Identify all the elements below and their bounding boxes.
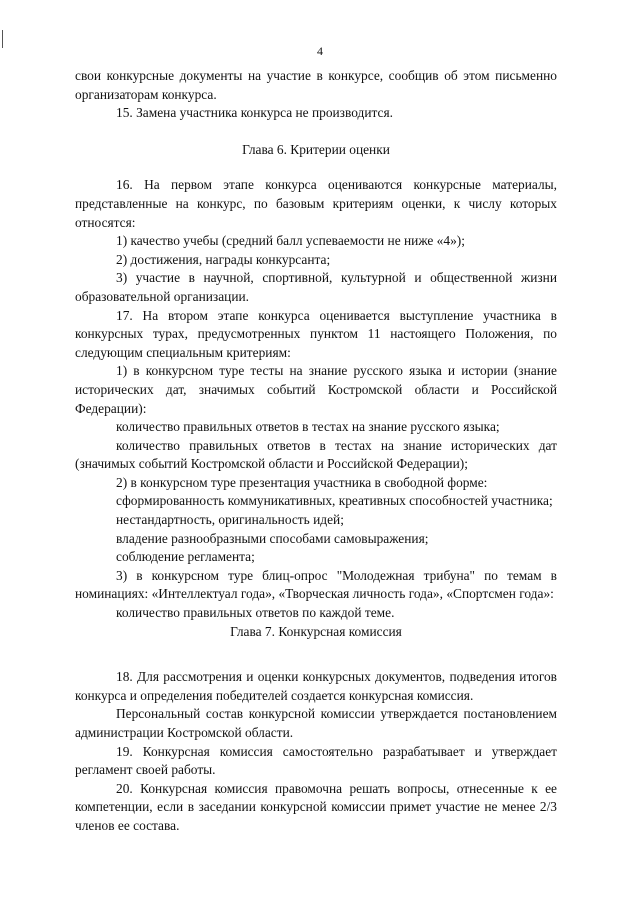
paragraph-19: 19. Конкурсная комиссия самостоятельно разрабатывает и утверждает регламент своей работы. xyxy=(75,743,557,778)
paragraph-17-item-2a: сформированность коммуникативных, креативных способностей участника; xyxy=(116,493,553,509)
paragraph-intro: свои конкурсные документы на участие в конкурсе, сообщив об этом письменно организаторам конкурса. xyxy=(75,68,557,102)
paragraph-17-item-2c: владение разнообразными способами самовыражения; xyxy=(116,530,429,546)
paragraph-15: 15. Замена участника конкурса не производится. xyxy=(116,105,393,121)
paragraph-17-item-2d: соблюдение регламента; xyxy=(116,549,255,565)
paragraph-17-item-3a: количество правильных ответов по каждой теме. xyxy=(116,605,395,621)
paragraph-16: 16. На первом этапе конкурса оцениваются конкурсные материалы, представленные на конкурс, по базовым критериям оценки, к числу которых относятся: xyxy=(75,177,557,230)
paragraph-17: 17. На втором этапе конкурса оценивается выступление участника в конкурсных турах, предусмотренных пунктом 11 настоящего Положения, по следующим специальным критериям: xyxy=(75,307,557,360)
paragraph-17-item-1: 1) в конкурсном туре тесты на знание русского языка и истории (знание исторических дат, значимых событий Костромской области и Российской Федерации): xyxy=(75,363,557,416)
paragraph-16-item-2: 2) достижения, награды конкурсанта; xyxy=(116,251,331,267)
paragraph-17-item-1a: количество правильных ответов в тестах на знание русского языка; xyxy=(116,419,500,435)
paragraph-16-item-3: 3) участие в научной, спортивной, культурной и общественной жизни образовательной организации. xyxy=(75,270,557,304)
paragraph-20: 20. Конкурсная комиссия правомочна решать вопросы, отнесенные к ее компетенции, если в заседании конкурсной комиссии примет участие не менее 2/3 членов ее состава. xyxy=(75,780,557,833)
chapter-7-heading: Глава 7. Конкурсная комиссия xyxy=(230,623,402,639)
paragraph-16-item-1: 1) качество учебы (средний балл успеваемости не ниже «4»); xyxy=(116,233,465,249)
paragraph-17-item-3: 3) в конкурсном туре блиц-опрос "Молодежная трибуна" по темам в номинациях: «Интеллектуал года», «Творческая личность года», «Спортсмен года»: xyxy=(75,567,557,602)
paragraph-17-item-2: 2) в конкурсном туре презентация участника в свободной форме: xyxy=(116,474,488,490)
paragraph-17-item-2b: нестандартность, оригинальность идей; xyxy=(116,512,344,528)
paragraph-18: 18. Для рассмотрения и оценки конкурсных документов, подведения итогов конкурса и определения победителей создается конкурсная комиссия. xyxy=(75,669,557,703)
paragraph-17-item-1b: количество правильных ответов в тестах на знание исторических дат (значимых событий Костромской области и Российской Федерации); xyxy=(75,437,557,472)
page-content xyxy=(75,67,557,836)
page-number: 4 xyxy=(317,44,323,58)
chapter-6-heading: Глава 6. Критерии оценки xyxy=(242,141,390,157)
paragraph-18-composition: Персональный состав конкурсной комиссии утверждается постановлением администрации Костромской области. xyxy=(75,706,557,740)
